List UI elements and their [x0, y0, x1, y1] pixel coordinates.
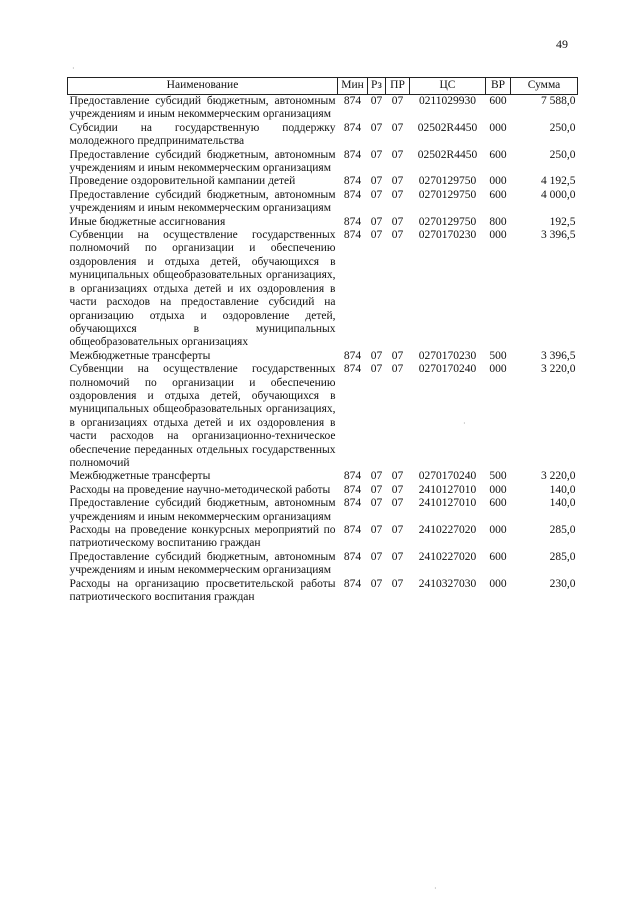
cell-min: 874 — [343, 497, 362, 510]
cell-name: Предоставление субсидий бюджетным, автономным учреждениям и иным некоммерческим организациям — [69, 550, 336, 577]
scan-speck: · — [434, 884, 437, 893]
cell-name: Расходы на проведение научно-методической работы — [69, 483, 331, 496]
cell-rz: 07 — [370, 175, 383, 188]
cell-pr: 07 — [391, 121, 404, 134]
column-header-vr: ВР — [486, 78, 511, 95]
cell-pr: 07 — [391, 577, 404, 590]
cell-min: 874 — [343, 148, 362, 161]
cell-min: 874 — [343, 470, 362, 483]
cell-cs: 2410227020 — [418, 524, 477, 536]
cell-min: 874 — [343, 121, 362, 134]
page-number: 49 — [556, 37, 568, 51]
table-row — [68, 484, 578, 497]
cell-rz: 07 — [370, 229, 383, 242]
cell-pr: 07 — [391, 524, 404, 536]
cell-cs: 0270170240 — [418, 363, 477, 376]
cell-min: 874 — [343, 550, 362, 563]
cell-min: 874 — [343, 175, 362, 188]
cell-sum: 140,0 — [549, 483, 576, 496]
cell-vr: 500 — [489, 349, 507, 362]
cell-cs: 0211029930 — [418, 95, 477, 107]
cell-vr: 000 — [489, 524, 507, 536]
cell-rz: 07 — [370, 524, 383, 536]
cell-rz: 07 — [370, 363, 383, 376]
cell-name: Предоставление субсидий бюджетным, автономным учреждениям и иным некоммерческим организациям — [69, 148, 336, 175]
cell-min: 874 — [343, 577, 362, 590]
cell-vr: 000 — [489, 229, 507, 242]
scan-speck: · — [463, 419, 466, 428]
table-row — [68, 497, 578, 524]
table-body — [68, 95, 578, 605]
cell-pr: 07 — [391, 349, 404, 362]
cell-min: 874 — [343, 229, 362, 242]
cell-name: Субвенции на осуществление государственных полномочий по организации и обеспечению оздоровления и отдыха детей, обучающихся в муниципальных общеобразовательных организациях, в организациях отдыха детей и их оздоровления в части расходов на организационно-техническое обеспечение переданных отдельных государственных полномочий — [69, 363, 336, 469]
table-row — [68, 189, 578, 216]
table-row — [68, 216, 578, 229]
column-header-pr: ПР — [386, 78, 410, 95]
cell-rz: 07 — [370, 497, 383, 510]
cell-pr: 07 — [391, 175, 404, 188]
cell-pr: 07 — [391, 148, 404, 161]
cell-vr: 000 — [489, 175, 507, 188]
column-header-cs: ЦС — [410, 78, 486, 95]
cell-name: Предоставление субсидий бюджетным, автономным учреждениям и иным некоммерческим организациям — [69, 497, 336, 523]
cell-cs: 0270129750 — [418, 175, 477, 188]
cell-cs: 02502R4450 — [417, 121, 478, 134]
cell-cs: 2410227020 — [418, 550, 477, 563]
cell-min: 874 — [343, 349, 362, 362]
cell-vr: 000 — [489, 483, 507, 496]
cell-cs: 0270170230 — [418, 349, 477, 362]
cell-vr: 600 — [489, 188, 507, 201]
cell-rz: 07 — [370, 483, 383, 496]
scan-speck: · — [72, 64, 75, 73]
cell-cs: 0270129750 — [418, 215, 477, 228]
cell-name: Иные бюджетные ассигнования — [69, 215, 226, 228]
cell-pr: 07 — [391, 550, 404, 563]
cell-sum: 3 220,0 — [541, 363, 576, 376]
cell-sum: 192,5 — [549, 215, 576, 228]
table-row — [68, 578, 578, 605]
cell-name: Субсидии на государственную поддержку молодежного предпринимательства — [69, 121, 336, 148]
cell-min: 874 — [343, 363, 362, 376]
cell-cs: 2410127010 — [418, 497, 477, 510]
cell-sum: 285,0 — [549, 550, 576, 563]
cell-min: 874 — [343, 188, 362, 201]
cell-name: Проведение оздоровительной кампании детей — [69, 175, 296, 188]
cell-rz: 07 — [370, 215, 383, 228]
table-row — [68, 149, 578, 176]
cell-cs: 2410127010 — [418, 483, 477, 496]
column-header-rz: Рз — [368, 78, 386, 95]
cell-rz: 07 — [370, 121, 383, 134]
cell-rz: 07 — [370, 470, 383, 483]
cell-name: Предоставление субсидий бюджетным, автономным учреждениям и иным некоммерческим организациям — [69, 95, 336, 121]
table-row — [68, 229, 578, 350]
column-header-name: Наименование — [68, 78, 338, 95]
budget-table — [67, 77, 578, 604]
cell-vr: 600 — [489, 497, 507, 510]
cell-pr: 07 — [391, 497, 404, 510]
cell-vr: 000 — [489, 121, 507, 134]
cell-vr: 000 — [489, 363, 507, 376]
cell-sum: 250,0 — [549, 121, 576, 134]
cell-name: Расходы на проведение конкурсных мероприятий по патриотическому воспитанию граждан — [69, 524, 336, 550]
cell-rz: 07 — [370, 577, 383, 590]
cell-cs: 0270170240 — [418, 470, 477, 483]
cell-sum: 285,0 — [549, 524, 576, 536]
table-row — [68, 470, 578, 483]
cell-pr: 07 — [391, 363, 404, 376]
cell-rz: 07 — [370, 550, 383, 563]
cell-rz: 07 — [370, 188, 383, 201]
cell-vr: 600 — [489, 148, 507, 161]
cell-sum: 3 396,5 — [541, 229, 576, 242]
column-header-min: Мин — [338, 78, 368, 95]
cell-pr: 07 — [391, 95, 404, 107]
cell-vr: 500 — [489, 470, 507, 483]
cell-rz: 07 — [370, 349, 383, 362]
cell-sum: 250,0 — [549, 148, 576, 161]
cell-pr: 07 — [391, 483, 404, 496]
column-header-sum: Сумма — [511, 78, 578, 95]
cell-pr: 07 — [391, 470, 404, 483]
table-row — [68, 551, 578, 578]
cell-min: 874 — [343, 95, 362, 107]
cell-sum: 7 588,0 — [541, 95, 576, 107]
cell-sum: 140,0 — [549, 497, 576, 510]
cell-cs: 0270170230 — [418, 229, 477, 242]
cell-sum: 3 396,5 — [541, 349, 576, 362]
cell-name: Межбюджетные трансферты — [69, 470, 211, 483]
cell-name: Субвенции на осуществление государственных полномочий по организации и обеспечению оздоровления и отдыха детей, обучающихся в муниципальных общеобразовательных организациях, в организациях отдыха детей и их оздоровления в части расходов на предоставление субсидий на организацию отдыха и оздоровление детей, обучающихся в муниципальных общеобразовательных организациях — [69, 229, 336, 349]
table-row — [68, 95, 578, 122]
table-row — [68, 363, 578, 470]
cell-vr: 600 — [489, 550, 507, 563]
cell-pr: 07 — [391, 215, 404, 228]
cell-min: 874 — [343, 215, 362, 228]
cell-vr: 800 — [489, 215, 507, 228]
cell-cs: 0270129750 — [418, 188, 477, 201]
table-row — [68, 175, 578, 188]
cell-name: Расходы на организацию просветительской работы патриотического воспитания граждан — [69, 577, 336, 604]
cell-sum: 4 192,5 — [541, 175, 576, 188]
table-row — [68, 524, 578, 551]
cell-vr: 600 — [489, 95, 507, 107]
cell-min: 874 — [343, 483, 362, 496]
table-row — [68, 350, 578, 363]
cell-pr: 07 — [391, 229, 404, 242]
cell-min: 874 — [343, 524, 362, 536]
cell-rz: 07 — [370, 95, 383, 107]
cell-pr: 07 — [391, 188, 404, 201]
cell-name: Межбюджетные трансферты — [69, 349, 211, 362]
cell-cs: 02502R4450 — [417, 148, 478, 161]
cell-sum: 3 220,0 — [541, 470, 576, 483]
cell-vr: 000 — [489, 577, 507, 590]
cell-sum: 4 000,0 — [541, 188, 576, 201]
cell-name: Предоставление субсидий бюджетным, автономным учреждениям и иным некоммерческим организациям — [69, 188, 336, 215]
cell-rz: 07 — [370, 148, 383, 161]
cell-cs: 2410327030 — [418, 577, 477, 590]
table-row — [68, 122, 578, 149]
table-header-row — [68, 78, 578, 95]
cell-sum: 230,0 — [549, 577, 576, 590]
